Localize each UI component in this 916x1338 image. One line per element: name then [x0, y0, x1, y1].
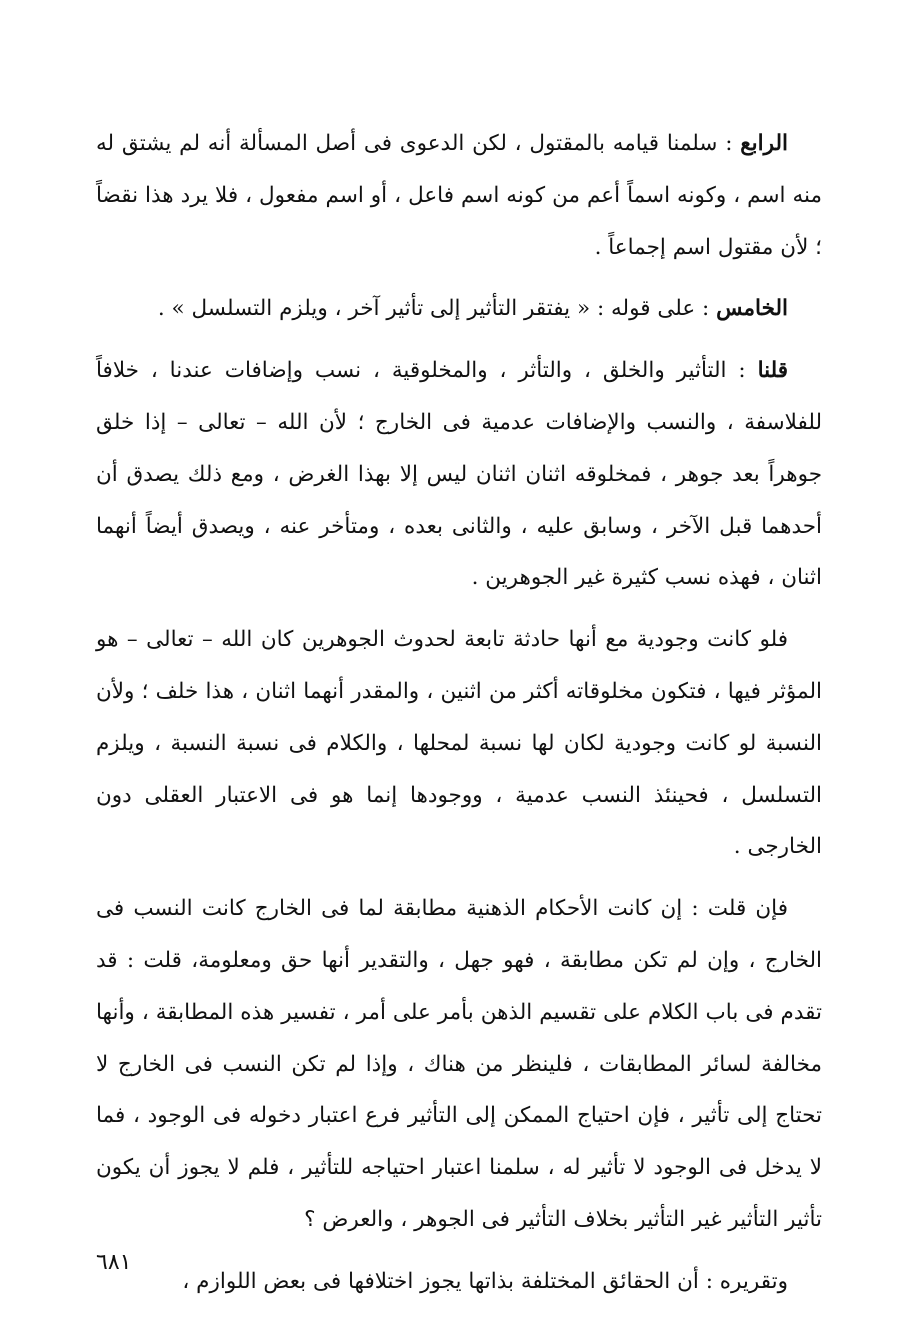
paragraph-explanation — [96, 1256, 822, 1308]
paragraph-text: فإن قلت : إن كانت الأحكام الذهنية مطابقة لما فى الخارج كانت النسب فى الخارج ، وإن لم تكن مطابقة ، فهو جهل ، والتقدير أنها حق ومعلومة، قلت : قد تقدم فى باب الكلام على تقسيم الذهن بأمر على أمر ، تفسير هذه المطابقة ، وأنها مخالفة لسائر المطابقات ، فلينظر من هناك ، وإذا لم تكن النسب فى الخارج لا تحتاج إلى تأثير ، فإن احتياج الممكن إلى التأثير فرع اعتبار دخوله فى الوجود ، فما لا يدخل فى الوجود لا تأثير له ، سلمنا اعتبار احتياجه للتأثير ، فلم لا يجوز أن يكون تأثير التأثير غير التأثير بخلاف التأثير فى الجوهر ، والعرض ؟ — [96, 896, 822, 1232]
paragraph-lead: الرابع — [740, 131, 788, 156]
paragraph-text: : على قوله : « يفتقر التأثير إلى تأثير آخر ، ويلزم التسلسل » . — [157, 296, 717, 322]
paragraph-fifth — [96, 283, 822, 335]
paragraph-lead: قلنا — [757, 358, 788, 384]
paragraph-reply — [96, 345, 822, 604]
paragraph-objection — [96, 883, 822, 1246]
paragraph-fourth — [96, 118, 822, 273]
paragraph-text: : سلمنا قيامه بالمقتول ، لكن الدعوى فى أصل المسألة أنه لم يشتق له منه اسم ، وكونه اسماً أعم من كونه اسم فاعل ، أو اسم مفعول ، فلا يرد هذا نقضاً ؛ لأن مقتول اسم إجماعاً . — [96, 131, 822, 260]
page-body — [96, 118, 822, 1318]
paragraph-lead: الخامس — [716, 296, 788, 322]
page-number: ٦٨١ — [96, 1250, 132, 1275]
paragraph-text: وتقريره : أن الحقائق المختلفة بذاتها يجوز اختلافها فى بعض اللوازم ، — [182, 1268, 788, 1294]
paragraph-text: : التأثير والخلق ، والتأثر ، والمخلوقية ، نسب وإضافات عندنا ، خلافاً للفلاسفة ، والنسب والإضافات عدمية فى الخارج ؛ لأن الله – تعالى – إذا خلق جوهراً بعد جوهر ، فمخلوقه اثنان اثنان ليس إلا بهذا الغرض ، ومع ذلك يصدق أن أحدهما قبل الآخر ، وسابق عليه ، والثانى بعده ، ومتأخر عنه ، ويصدق أيضاً أنهما اثنان ، فهذه نسب كثيرة غير الجوهرين . — [96, 358, 822, 591]
paragraph-existential — [96, 614, 822, 873]
paragraph-text: فلو كانت وجودية مع أنها حادثة تابعة لحدوث الجوهرين كان الله – تعالى – هو المؤثر فيها ، فتكون مخلوقاته أكثر من اثنين ، والمقدر أنهما اثنان ، هذا خلف ؛ ولأن النسبة لو كانت وجودية لكان لها نسبة لمحلها ، والكلام فى نسبة النسبة ، ويلزم التسلسل ، فحينئذ النسب عدمية ، ووجودها إنما هو فى الاعتبار العقلى دون الخارجى . — [96, 627, 822, 860]
